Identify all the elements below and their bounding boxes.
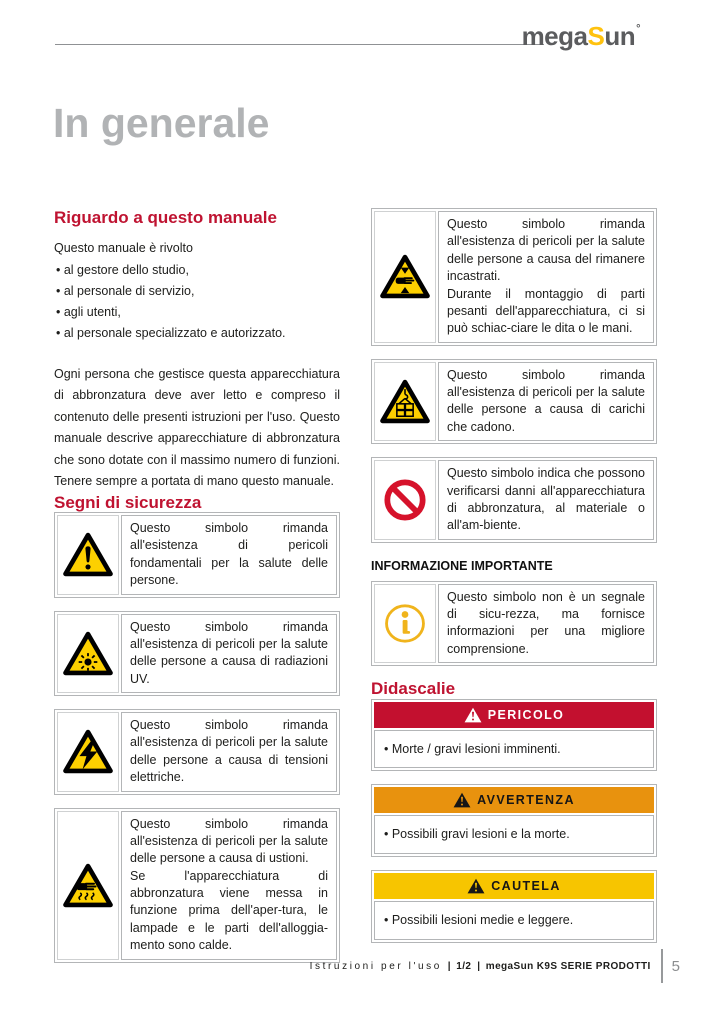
warning-text: Questo simbolo rimanda all'esistenza di pericoli per la salute delle persone a causa di carichi che cadono. xyxy=(447,367,645,434)
bullet-item: • al personale di servizio, xyxy=(56,283,195,298)
bullet-item: • al gestore dello studio, xyxy=(56,262,189,277)
caution-body: • Possibili lesioni medie e leggere. xyxy=(374,901,654,940)
footer-manual-label: Istruzioni per l'uso xyxy=(309,960,442,972)
about-paragraph: Ogni persona che gestisce questa apparecchiatura di abbronzatura deve aver letto e compreso il contenuto delle presenti istruzioni per l'uso. Questo manuale descrive apparecchiature di abbronzatura che sono dotate con il massimo numero di funzioni. Tenere sempre a portata di mano questo manuale. xyxy=(54,366,340,489)
warning-text: Questo simbolo rimanda all'esistenza di pericoli per la salute delle persone a causa di ustioni. xyxy=(130,816,328,866)
logo-text-s: S xyxy=(587,21,605,51)
icon-cell xyxy=(374,460,436,540)
warning-box-suspended-load xyxy=(371,359,657,445)
warning-text: Questo simbolo rimanda all'esistenza di pericoli fondamentali per la salute delle persone. xyxy=(130,521,328,588)
bullet-item: • al personale specializzato e autorizzato. xyxy=(56,325,286,340)
icon-cell xyxy=(374,362,436,442)
warning-text-cell xyxy=(438,362,654,442)
header-rule xyxy=(55,44,544,45)
caption-box-danger xyxy=(371,699,657,772)
info-text: Questo simbolo non è un segnale di sicu-rezza, ma fornisce informazioni per una migliore comprensione. xyxy=(447,589,645,656)
caption-box-warning xyxy=(371,784,657,857)
danger-triangle-icon xyxy=(464,707,482,723)
caption-box-caution xyxy=(371,870,657,943)
prohibition-icon xyxy=(382,477,428,523)
icon-cell xyxy=(57,712,119,792)
right-column xyxy=(371,208,657,956)
warning-text: Questo simbolo rimanda all'esistenza di pericoli per la salute delle persone a causa di tensioni elettriche. xyxy=(130,718,328,785)
warning-text: Questo simbolo rimanda all'esistenza di pericoli per la salute delle persone a causa di radiazioni UV. xyxy=(130,619,328,686)
hot-surface-icon xyxy=(63,863,113,908)
icon-cell xyxy=(374,584,436,664)
danger-band xyxy=(374,702,654,728)
info-text-cell xyxy=(438,584,654,664)
caution-triangle-icon xyxy=(467,878,485,894)
warning-label: AVVERTENZA xyxy=(477,793,575,808)
footer-text xyxy=(310,961,651,972)
logo-text-un: un xyxy=(604,21,636,51)
caution-band xyxy=(374,873,654,899)
footer-product-name: megaSun K9S SERIE PRODOTTI xyxy=(485,960,651,972)
section-heading-captions: Didascalie xyxy=(371,679,456,699)
warning-box-uv xyxy=(54,611,340,697)
warning-box-damage xyxy=(371,457,657,543)
electric-voltage-icon xyxy=(63,729,113,774)
warning-text-cell xyxy=(121,515,337,595)
warning-text-cell xyxy=(121,712,337,792)
info-icon xyxy=(383,602,427,645)
bullet-item: • agli utenti, xyxy=(56,304,121,319)
section-heading-signs: Segni di sicurezza xyxy=(54,492,202,512)
warning-box-electric xyxy=(54,709,340,795)
icon-cell xyxy=(57,515,119,595)
warning-band xyxy=(374,787,654,813)
about-intro: Questo manuale è rivolto xyxy=(54,240,193,255)
page-number: 5 xyxy=(671,957,680,975)
uv-radiation-icon xyxy=(63,631,113,676)
footer-separator: | xyxy=(447,960,451,972)
general-warning-icon xyxy=(63,532,113,577)
warning-text: Questo simbolo indica che possono verificarsi danni all'apparecchiatura di abbronzatura, al materiale o all'am-biente. xyxy=(447,466,645,533)
crush-hazard-icon xyxy=(380,254,430,299)
page-title: In generale xyxy=(53,100,270,146)
caution-label: CAUTELA xyxy=(491,879,561,894)
icon-cell xyxy=(57,614,119,694)
about-bullets xyxy=(54,260,340,344)
warning-text-cell xyxy=(121,811,337,960)
icon-cell xyxy=(374,211,436,343)
info-box xyxy=(371,581,657,667)
footer-sheet-number: 1/2 xyxy=(456,960,472,972)
warning-box-hot-surface xyxy=(54,808,340,963)
footer-divider xyxy=(661,949,663,983)
danger-label: PERICOLO xyxy=(487,707,565,722)
danger-body: • Morte / gravi lesioni imminenti. xyxy=(374,730,654,769)
warning-text: Durante il montaggio di parti pesanti dell'apparecchiatura, ci si può schiac-ciare le dita o le mani. xyxy=(447,286,645,336)
warning-box-crush xyxy=(371,208,657,346)
left-column xyxy=(54,208,340,976)
section-heading-about: Riguardo a questo manuale xyxy=(54,208,277,227)
warning-text-cell xyxy=(121,614,337,694)
icon-cell xyxy=(57,811,119,960)
warning-text-cell xyxy=(438,211,654,343)
footer-separator: | xyxy=(477,960,480,972)
warning-triangle-icon xyxy=(453,792,471,808)
footer xyxy=(310,949,680,983)
suspended-load-icon xyxy=(380,379,430,424)
section-heading-important-info: INFORMAZIONE IMPORTANTE xyxy=(371,558,553,573)
warning-body: • Possibili gravi lesioni e la morte. xyxy=(374,815,654,854)
warning-box-general xyxy=(54,512,340,598)
logo-text-mega: mega xyxy=(521,21,588,51)
warning-text-cell xyxy=(438,460,654,540)
warning-text: Se l'apparecchiatura di abbronzatura viene messa in funzione prima dell'aper-tura, le lampade e le parti dell'alloggia-mento sono calde. xyxy=(130,868,328,953)
brand-logo xyxy=(522,21,640,52)
logo-trademark-ring: ° xyxy=(636,23,640,35)
warning-text: Questo simbolo rimanda all'esistenza di pericoli per la salute delle persone a causa del rimanere incastrati. xyxy=(447,217,645,284)
